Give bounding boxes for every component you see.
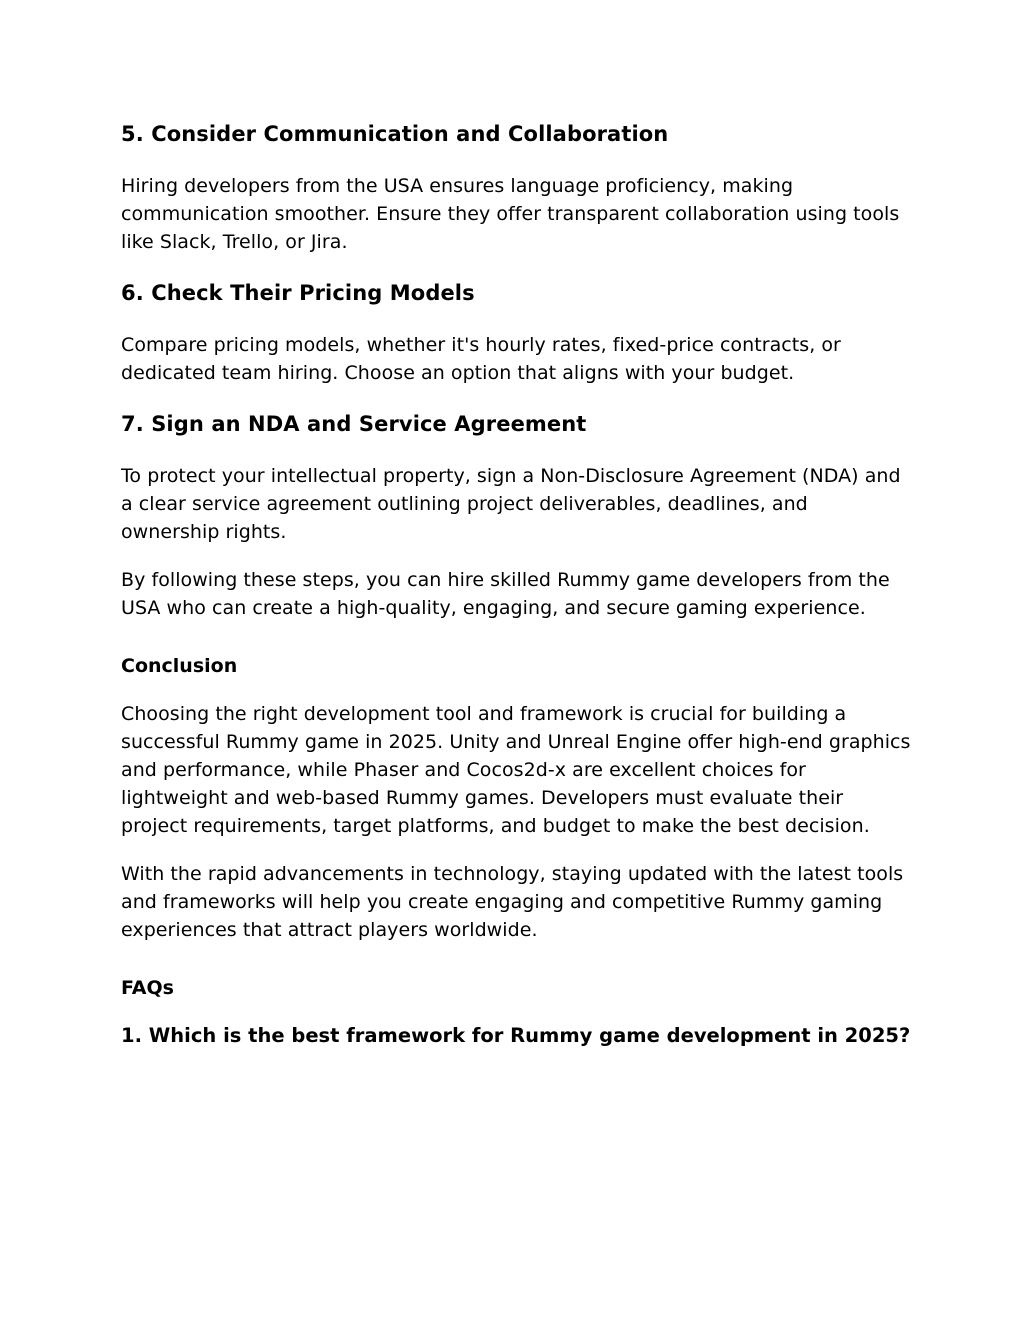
conclusion-heading: Conclusion: [121, 655, 238, 677]
conclusion-paragraph-1: Choosing the right development tool and framework is crucial for building a successful Rummy game in 2025. Unity and Unreal Engine offer high-end graphics and performance, while Phaser and Cocos2d-x are excellent choices for lightweight and web-based Rummy games. Developers must evaluate their project requirements, target platforms, and budget to make the best decision.: [121, 703, 911, 837]
section-5-heading: 5. Consider Communication and Collaboration: [121, 122, 669, 146]
section-5-body: Hiring developers from the USA ensures language proficiency, making communication smoother. Ensure they offer transparent collaboration using tools like Slack, Trello, or Jira.: [121, 175, 900, 253]
conclusion-paragraph-2: With the rapid advancements in technology, staying updated with the latest tools and frameworks will help you create engaging and competitive Rummy gaming experiences that attract players worldwide.: [121, 863, 904, 941]
section-6-heading: 6. Check Their Pricing Models: [121, 281, 475, 305]
section-7-summary: By following these steps, you can hire skilled Rummy game developers from the USA who can create a high-quality, engaging, and secure gaming experience.: [121, 569, 890, 619]
section-7-heading: 7. Sign an NDA and Service Agreement: [121, 412, 587, 436]
faqs-heading: FAQs: [121, 977, 174, 999]
section-7-body: To protect your intellectual property, sign a Non-Disclosure Agreement (NDA) and a clear service agreement outlining project deliverables, deadlines, and ownership rights.: [121, 465, 901, 543]
section-6-body: Compare pricing models, whether it's hourly rates, fixed-price contracts, or dedicated team hiring. Choose an option that aligns with your budget.: [121, 334, 841, 384]
faq-question-1: 1. Which is the best framework for Rummy game development in 2025?: [121, 1024, 911, 1047]
document-page: [121, 117, 911, 1050]
